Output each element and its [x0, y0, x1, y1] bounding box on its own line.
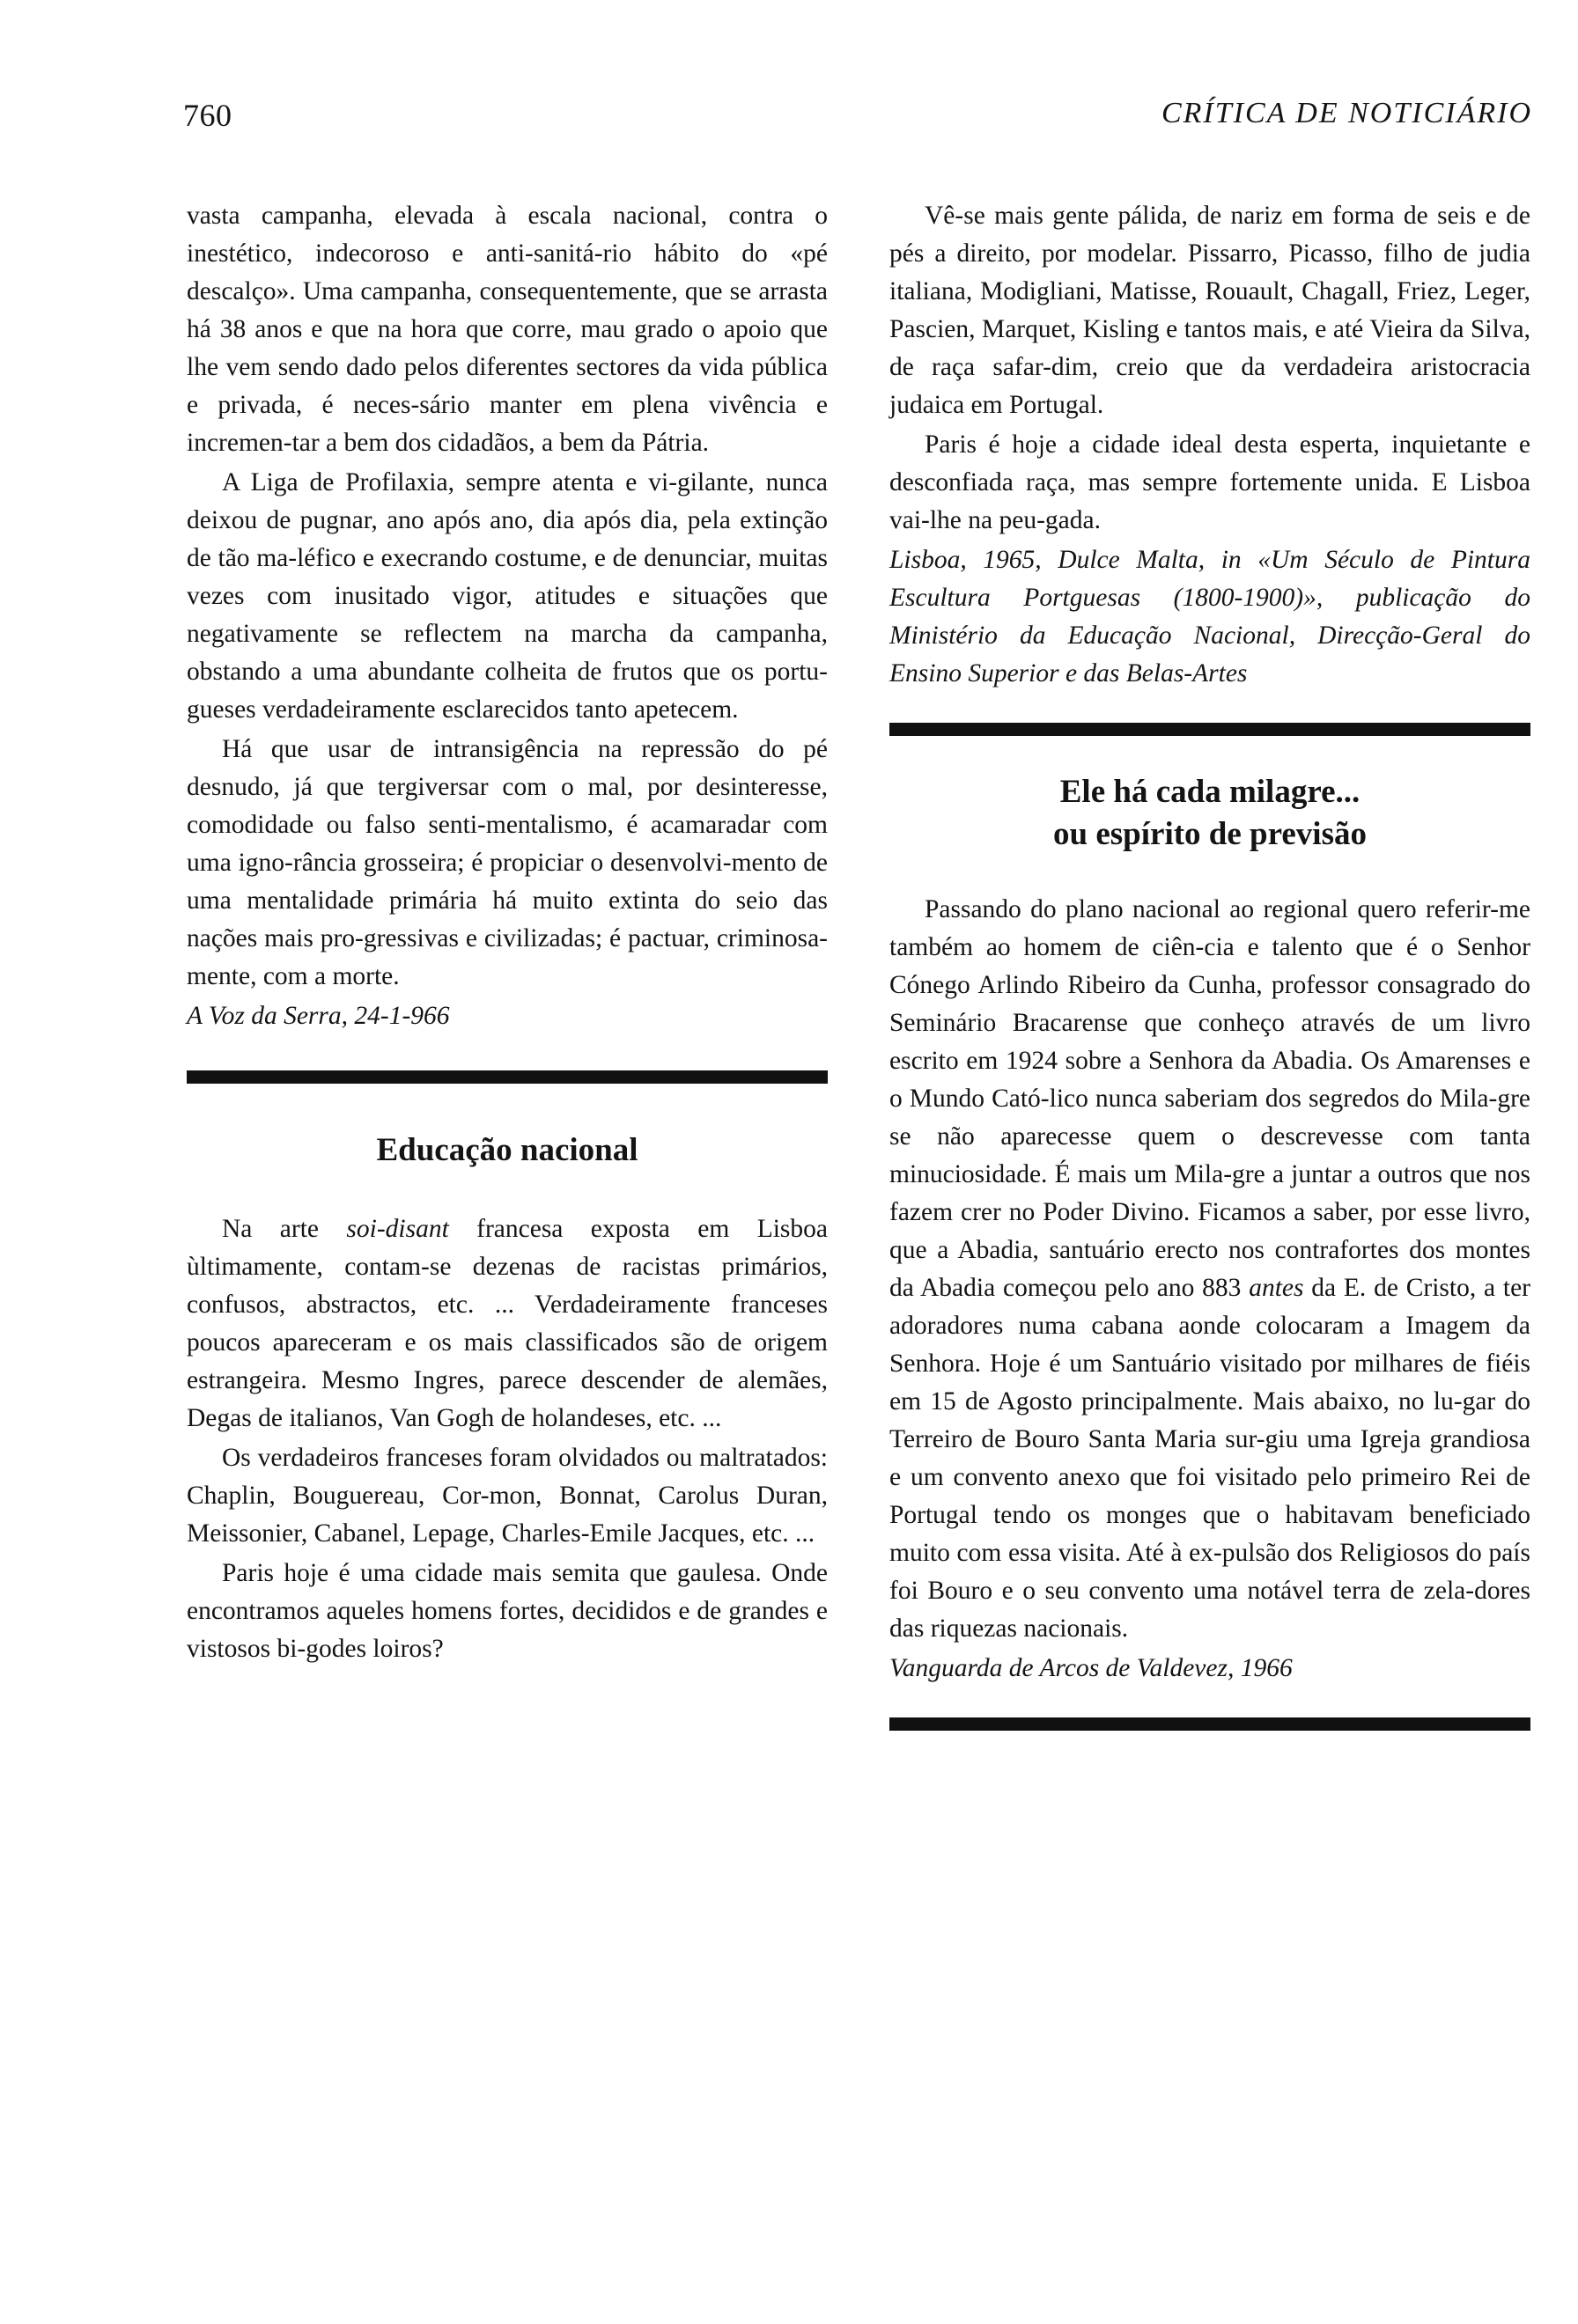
paragraph: Paris hoje é uma cidade mais semita que gaulesa. Onde encontramos aqueles homens fortes, decididos e de grandes e vistosos bi-godes loiros?: [187, 1559, 828, 1663]
paragraph: Há que usar de intransigência na repressão do pé desnudo, já que tergiversar com o mal, por desinteresse, comodidade ou falso senti-mentalismo, é acamaradar com uma igno-rância grosseira; é propiciar o desenvolvi-mento de uma mentalidade primária há muito extinta do seio das nações mais pro-gressivas e civilizadas; é pactuar, criminosa-mente, com a morte.: [187, 735, 828, 990]
italic-term: antes: [1249, 1274, 1304, 1302]
article-heading: [889, 771, 1530, 856]
paragraph: Paris é hoje a cidade ideal desta esperta, inquietante e desconfiada raça, mas sempre fortemente unida. E Lisboa vai-lhe na peu-gada.: [889, 430, 1530, 534]
article-source: Vanguarda de Arcos de Valdevez, 1966: [889, 1654, 1293, 1682]
left-column: [187, 197, 828, 1670]
paragraph: Vê-se mais gente pálida, de nariz em forma de seis e de pés a direito, por modelar. Pissarro, Picasso, filho de judia italiana, Modigliani, Matisse, Rouault, Chagall, Friez, Leger, Pascien, Marquet, Kisling e tantos mais, e até Vieira da Silva, de raça safar-dim, creio que da verdadeira aristocracia judaica em Portugal.: [889, 202, 1530, 419]
text-run: Passando do plano nacional ao regional quero referir-me também ao homem de ciên-cia e talento que é o Senhor Cónego Arlindo Ribeiro da Cunha, professor consagrado do Seminário Bracarense que conheço através de um livro escrito em 1924 sobre a Senhora da Abadia. Os Amarenses e o Mundo Cató-lico nunca saberiam dos segredos do Mila-gre se não aparecesse quem o descrevesse com tanta minuciosidade. É mais um Mila-gre a juntar a outros que nos fazem crer no Poder Divino. Ficamos a saber, por esse livro, que a Abadia, santuário erecto nos contrafortes dos montes da Abadia começou pelo ano 883: [889, 895, 1530, 1302]
italic-term: soi-disant: [346, 1215, 449, 1243]
paragraph: A Liga de Profilaxia, sempre atenta e vi-gilante, nunca deixou de pugnar, ano após ano, dia após dia, pela extinção de tão ma-léfico e execrando costume, e de denunciar, muitas vezes com inusitado vigor, atitudes e situações que negativamente se reflectem na marcha da campanha, obstando a uma abundante colheita de frutos que os portu-gueses verdadeiramente esclarecidos tanto apetecem.: [187, 468, 828, 724]
article-source: Lisboa, 1965, Dulce Malta, in «Um Século de Pintura Escultura Portguesas (1800-1900)», publicação do Ministério da Educação Nacional, Direcção-Geral do Ensino Superior e das Belas-Artes: [889, 546, 1530, 688]
running-title: CRÍTICA DE NOTICIÁRIO: [1161, 97, 1532, 129]
right-column: [889, 197, 1530, 1731]
heading-line: Ele há cada milagre...: [1059, 774, 1360, 810]
section-divider: [187, 1070, 828, 1084]
heading-line: ou espírito de previsão: [1053, 816, 1367, 852]
page-number: 760: [183, 98, 232, 133]
section-divider: [889, 723, 1530, 736]
page-header: [183, 97, 1532, 141]
paragraph: [187, 1210, 828, 1438]
article-heading: Educação nacional: [376, 1132, 638, 1168]
paragraph: [889, 891, 1530, 1648]
paragraph: vasta campanha, elevada à escala nacional, contra o inestético, indecoroso e anti-sanitá-rio hábito do «pé descalço». Uma campanha, consequentemente, que se arrasta há 38 anos e que na hora que corre, mau grado o apoio que lhe vem sendo dado pelos diferentes sectores da vida pública e privada, é neces-sário manter em plena vivência e incremen-tar a bem dos cidadãos, a bem da Pátria.: [187, 202, 828, 457]
text-run: francesa exposta em Lisboa ùltimamente, contam-se dezenas de racistas primários, confusos, abstractos, etc. ... Verdadeiramente franceses poucos apareceram e os mais classificados são de origem estrangeira. Mesmo Ingres, parece descender de alemães, Degas de italianos, Van Gogh de holandeses, etc. ...: [187, 1215, 829, 1432]
article-source: A Voz da Serra, 24-1-966: [187, 1002, 450, 1030]
text-run: Na arte: [222, 1215, 347, 1243]
text-run: da E. de Cristo, a ter adoradores numa cabana aonde colocaram a Imagem da Senhora. Hoje é um Santuário visitado por milhares de fiéis em 15 de Agosto principalmente. Mais abaixo, no lu-gar do Terreiro de Bouro Santa Maria sur-giu uma Igreja grandiosa e um convento anexo que foi visitado pelo primeiro Rei de Portugal tendo os monges que o habitavam beneficiado muito com essa visita. Até à ex-pulsão dos Religiosos do país foi Bouro e o seu convento uma notável terra de zela-dores das riquezas nacionais.: [889, 1274, 1530, 1643]
paragraph: Os verdadeiros franceses foram olvidados ou maltratados: Chaplin, Bouguereau, Cor-mon, Bonnat, Carolus Duran, Meissonier, Cabanel, Lepage, Charles-Emile Jacques, etc. ...: [187, 1444, 828, 1548]
section-divider: [889, 1717, 1530, 1731]
